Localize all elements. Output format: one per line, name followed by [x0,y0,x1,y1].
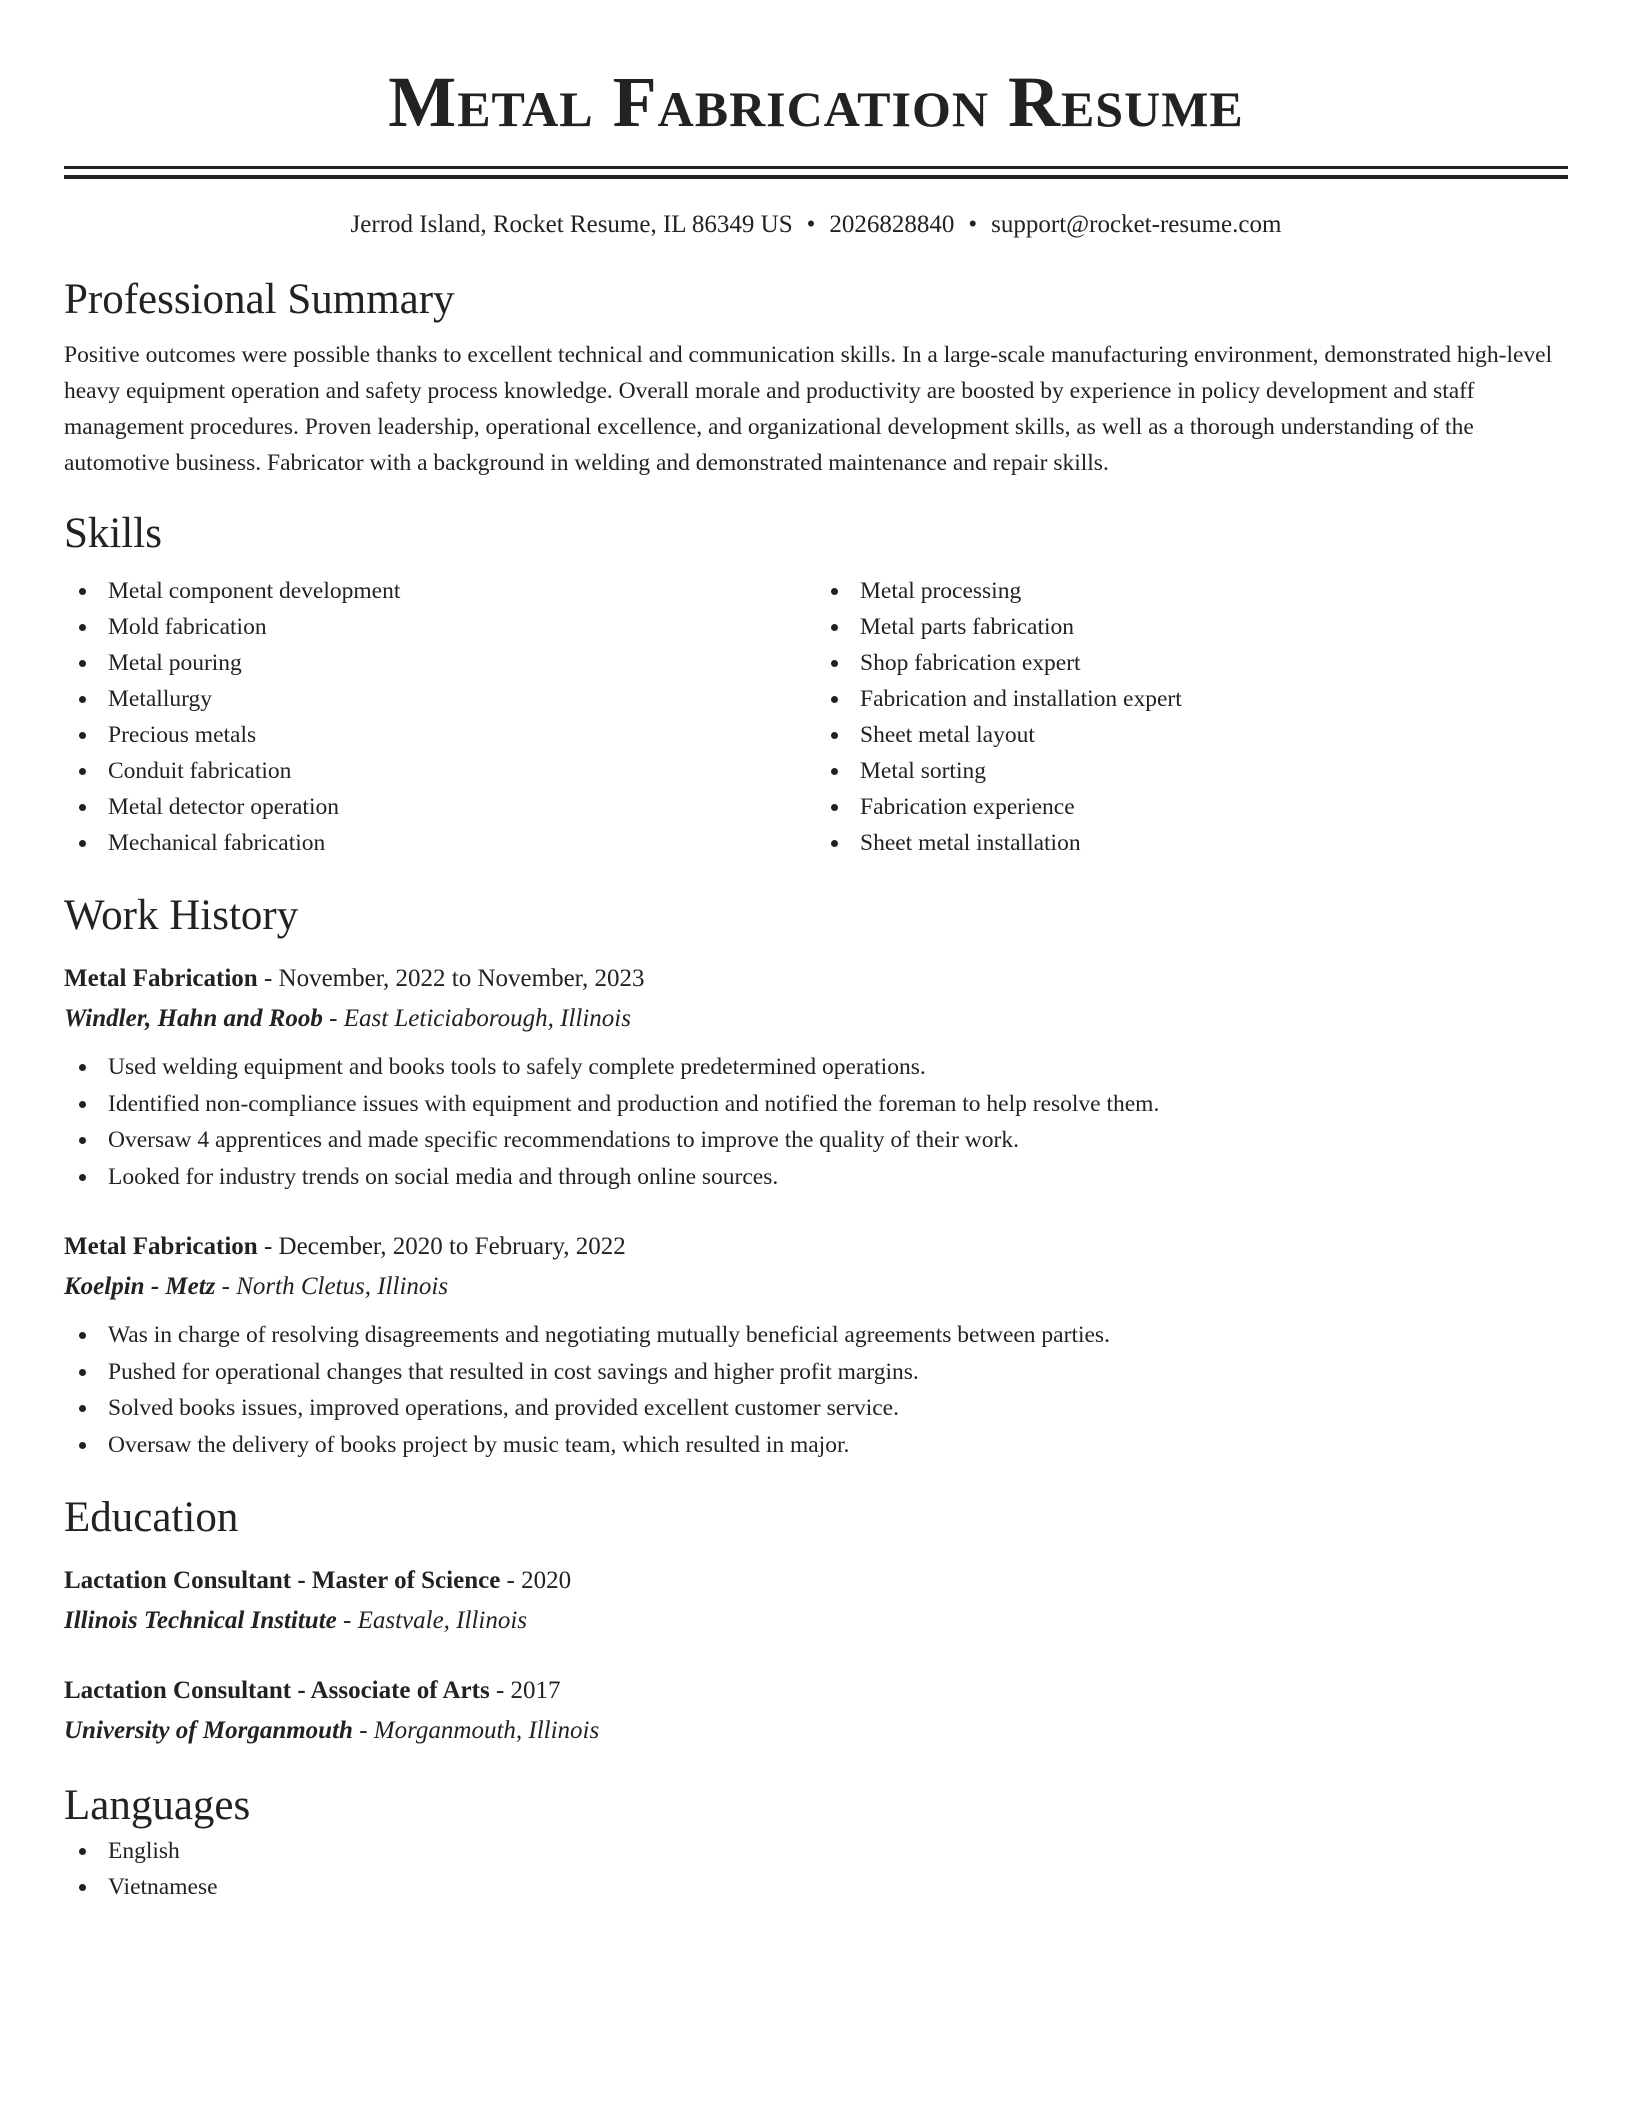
job-bullet [64,1122,1568,1159]
skill-item [64,645,816,681]
bullet-icon [79,1064,86,1071]
skills-list-left [64,573,816,861]
job-bullet-text: Pushed for operational changes that resulted in cost savings and higher profit margins. [108,1358,919,1385]
job-dates: - November, 2022 to November, 2023 [257,965,645,992]
skill-item [816,573,1568,609]
bullet-icon [79,1332,86,1339]
title-rule-top [64,166,1568,169]
skill-item [816,609,1568,645]
job-bullet-text: Oversaw the delivery of books project by music team, which resulted in major. [108,1431,850,1458]
job-company-line [64,999,1568,1039]
job-bullet [64,1159,1568,1196]
job-title-line [64,959,1568,999]
skill-label: Metal detector operation [108,794,339,820]
skill-label: Metal sorting [860,758,986,784]
education-school: University of Morganmouth [64,1717,353,1744]
education-entry [64,1671,1568,1751]
bullet-icon [831,696,838,703]
bullet-icon [79,1884,86,1891]
education-heading: Education [64,1494,239,1541]
language-label: Vietnamese [108,1874,218,1900]
skill-label: Metal pouring [108,650,242,676]
bullet-icon [79,804,86,811]
job-entry [64,1227,1568,1463]
job-title-line [64,1227,1568,1267]
job-bullet-text: Was in charge of resolving disagreements and negotiating mutually beneficial agreements between parties. [108,1322,1110,1348]
education-school-line [64,1601,1568,1641]
bullet-icon [79,840,86,847]
skill-item [816,753,1568,789]
skill-label: Fabrication experience [860,794,1075,820]
contact-email: support@rocket-resume.com [991,211,1282,238]
language-item [64,1869,1568,1905]
job-bullet-text: Identified non-compliance issues with equipment and production and notified the foreman to help resolve them. [108,1090,1160,1117]
skill-item [64,789,816,825]
bullet-icon [831,804,838,811]
contact-line [64,209,1568,241]
bullet-icon [831,768,838,775]
skill-label: Metallurgy [108,686,212,712]
education-degree-line [64,1561,1568,1601]
skills-columns [64,573,1568,861]
bullet-icon [79,624,86,631]
job-company: Windler, Hahn and Roob [64,1005,323,1032]
education-location: - Morganmouth, Illinois [352,1717,600,1744]
education-entry [64,1561,1568,1641]
job-bullet [64,1427,1568,1464]
skill-item [64,573,816,609]
contact-separator: • [968,211,978,238]
bullet-icon [79,732,86,739]
skill-label: Precious metals [108,722,257,748]
job-bullet [64,1354,1568,1391]
job-bullet [64,1317,1568,1354]
bullet-icon [79,1137,86,1144]
language-label: English [108,1838,180,1864]
contact-phone: 2026828840 [829,211,955,238]
education-school-line [64,1711,1568,1751]
job-bullet [64,1086,1568,1123]
job-bullet-text: Used welding equipment and books tools to safely complete predetermined operations. [108,1054,926,1080]
job-bullet-text: Solved books issues, improved operations, and provided excellent customer service. [108,1395,899,1421]
skill-item [64,753,816,789]
bullet-icon [831,732,838,739]
education-year: - 2020 [500,1567,572,1594]
education-degree: Lactation Consultant - Associate of Arts [64,1677,490,1704]
contact-address: Jerrod Island, Rocket Resume, IL 86349 US [350,211,793,238]
bullet-icon [79,1405,86,1412]
summary-heading: Professional Summary [64,276,455,323]
resume-title: Metal Fabrication Resume [388,62,1244,142]
bullet-icon [831,840,838,847]
bullet-icon [79,768,86,775]
bullet-icon [831,588,838,595]
language-item [64,1833,1568,1869]
skills-list-right [816,573,1568,861]
skill-label: Metal parts fabrication [860,614,1075,640]
skill-item [64,825,816,861]
bullet-icon [831,660,838,667]
bullet-icon [831,624,838,631]
job-company: Koelpin - Metz [64,1273,216,1300]
languages-heading: Languages [64,1782,251,1829]
bullet-icon [79,660,86,667]
skill-item [816,717,1568,753]
skill-label: Sheet metal installation [860,830,1081,856]
bullet-icon [79,1369,86,1376]
skill-item [816,645,1568,681]
skill-item [816,681,1568,717]
job-bullet [64,1390,1568,1427]
education-degree-line [64,1671,1568,1711]
skill-label: Shop fabrication expert [860,650,1081,676]
job-bullets [64,1049,1568,1195]
education-school: Illinois Technical Institute [64,1607,337,1634]
bullet-icon [79,1848,86,1855]
education-year: - 2017 [489,1677,561,1704]
skill-label: Metal component development [108,578,401,604]
job-bullet-text: Oversaw 4 apprentices and made specific recommendations to improve the quality of their work. [108,1127,1019,1153]
job-title: Metal Fabrication [64,965,258,992]
skill-label: Conduit fabrication [108,758,292,784]
skill-item [64,681,816,717]
job-company-line [64,1267,1568,1307]
work-history-heading: Work History [64,892,299,939]
skill-label: Mechanical fabrication [108,830,326,856]
job-title: Metal Fabrication [64,1233,258,1260]
job-dates: - December, 2020 to February, 2022 [257,1233,626,1260]
skill-label: Metal processing [860,578,1022,604]
skill-label: Fabrication and installation expert [860,686,1182,712]
job-bullet [64,1049,1568,1086]
bullet-icon [79,588,86,595]
job-bullets [64,1317,1568,1463]
bullet-icon [79,1442,86,1449]
skill-item [816,789,1568,825]
bullet-icon [79,696,86,703]
education-location: - Eastvale, Illinois [336,1607,528,1634]
skill-item [64,609,816,645]
skill-label: Mold fabrication [108,614,267,640]
education-degree: Lactation Consultant - Master of Science [64,1567,501,1594]
job-bullet-text: Looked for industry trends on social media and through online sources. [108,1163,779,1190]
skill-item [816,825,1568,861]
bullet-icon [79,1101,86,1108]
contact-separator: • [806,211,816,238]
bullet-icon [79,1174,86,1181]
skill-label: Sheet metal layout [860,722,1035,748]
languages-list [64,1833,1568,1905]
skills-heading: Skills [64,510,162,557]
summary-text: Positive outcomes were possible thanks to excellent technical and communication skills. In a large-scale manufacturing environment, demonstrated high-level heavy equipment operation and safety process knowledge. Overall morale and productivity are boosted by experience in policy development and staff management procedures. Proven leadership, operational excellence, and organizational development skills, as well as a thorough understanding of the automotive business. Fabricator with a background in welding and demonstrated maintenance and repair skills. [64,342,1553,476]
job-location: - North Cletus, Illinois [215,1273,449,1300]
skill-item [64,717,816,753]
job-location: - East Leticiaborough, Illinois [322,1005,631,1032]
job-entry [64,959,1568,1195]
title-rule-bottom [64,175,1568,179]
